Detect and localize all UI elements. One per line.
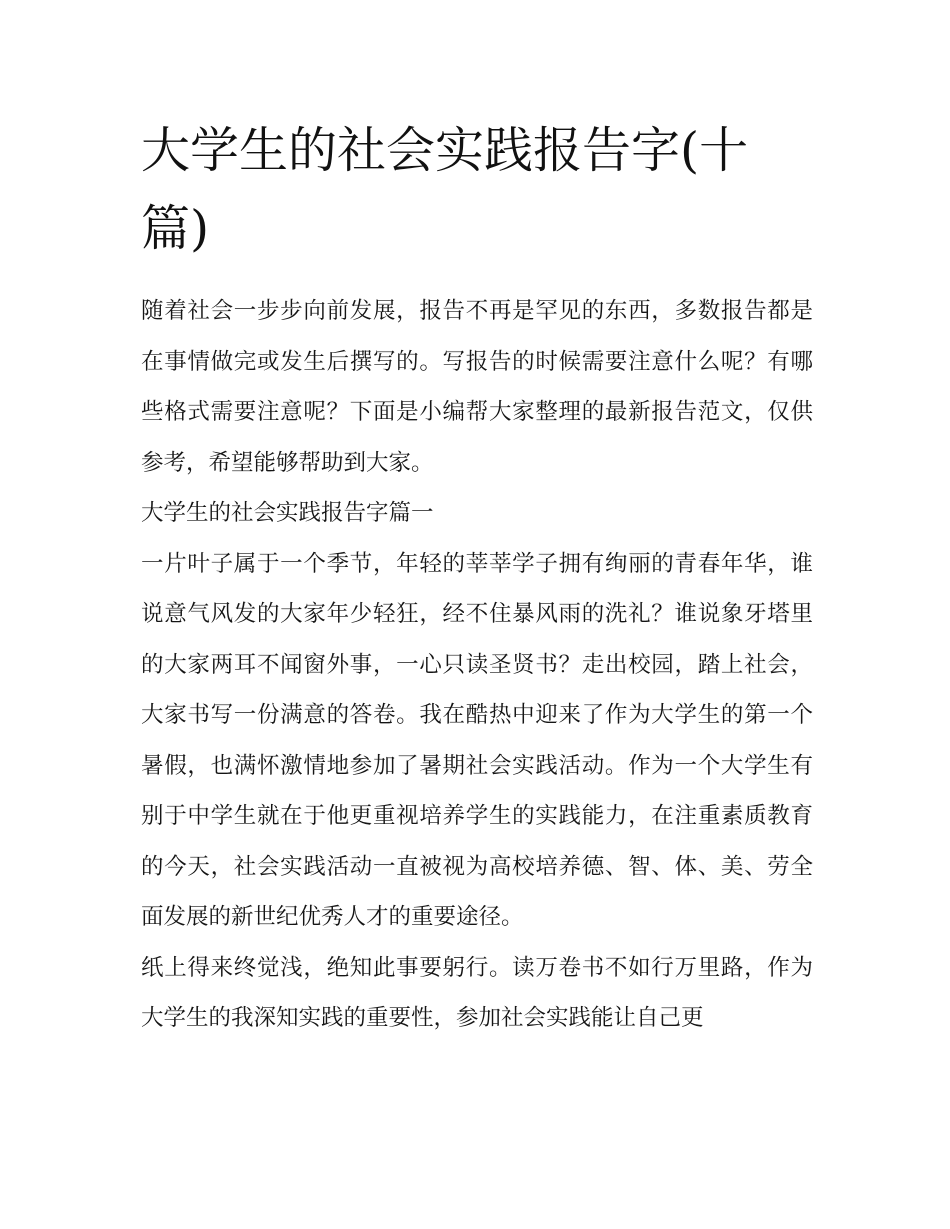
body-paragraph: 一片叶子属于一个季节，年轻的莘莘学子拥有绚丽的青春年华，谁说意气风发的大家年少轻狂，经不住暴风雨的洗礼？谁说象牙塔里的大家两耳不闻窗外事，一心只读圣贤书？走出校园，踏上社会，大家书写一份满意的答卷。我在酷热中迎来了作为大学生的第一个暑假，也满怀激情地参加了暑期社会实践活动。作为一个大学生有别于中学生就在于他更重视培养学生的实践能力，在注重素质教育的今天，社会实践活动一直被视为高校培养德、智、体、美、劳全面发展的新世纪优秀人才的重要途径。 bbox=[141, 550, 813, 930]
document-body bbox=[141, 286, 813, 1044]
document-content bbox=[141, 112, 813, 1044]
body-paragraph: 纸上得来终觉浅，绝知此事要躬行。读万卷书不如行万里路，作为大学生的我深知实践的重要性，参加社会实践能让自己更 bbox=[141, 954, 813, 1031]
section-heading: 大学生的社会实践报告字篇一 bbox=[141, 500, 434, 526]
document-title: 大学生的社会实践报告字(十篇) bbox=[141, 122, 749, 257]
intro-paragraph: 随着社会一步步向前发展，报告不再是罕见的东西，多数报告都是在事情做完或发生后撰写的。写报告的时候需要注意什么呢？有哪些格式需要注意呢？下面是小编帮大家整理的最新报告范文，仅供参考，希望能够帮助到大家。 bbox=[141, 298, 813, 476]
